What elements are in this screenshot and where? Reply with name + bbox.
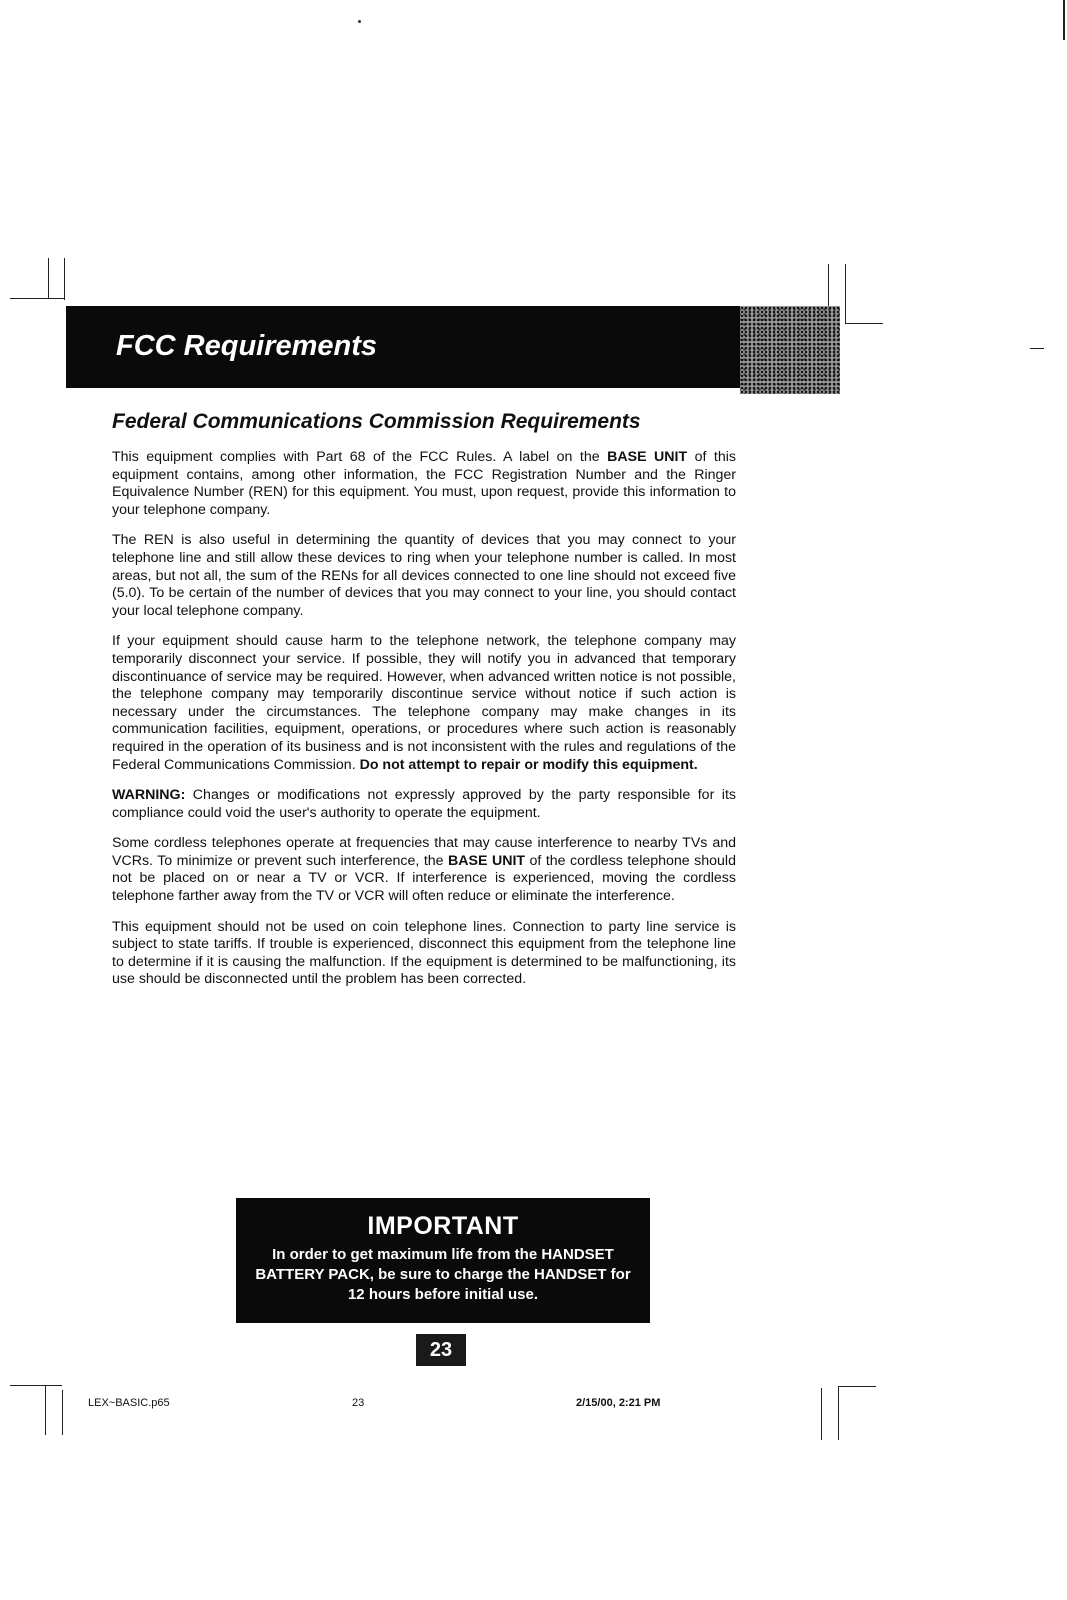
paragraph-coin-lines: This equipment should not be used on coin telephone lines. Connection to party line service is subject to state tariffs. If trouble is experienced, disconnect this equipment from the telephone line to determine if it is causing the malfunction. If the equipment is determined to be malfunctioning, its use should be disconnected until the problem has been corrected.: [112, 918, 736, 988]
section-title: Federal Communications Commission Requirements: [112, 410, 641, 433]
margin-dash: [1030, 348, 1044, 349]
crop-mark-bottom-left-v1: [45, 1385, 46, 1435]
crop-mark-top-left-h: [10, 298, 65, 299]
p3-text-a: If your equipment should cause harm to the telephone network, the telephone company may temporarily disconnect your service. If possible, they will notify you in advanced that temporary discontinuance of service may be required. However, when advanced written notice is not possible, the telephone company may temporarily discontinue service without notice if such action is necessary under the circumstances. The telephone company may make changes in its communication facilities, equipment, operations, or procedures where such action is reasonably required in the operation of its business and is not inconsistent with the rules and regulations of the Federal Communications Commission.: [112, 633, 736, 773]
p5-text-c: of the cordless telephone should not be placed on or near a TV or VCR. If interference is experienced, moving the cordless telephone farther away from the TV or VCR will often reduce or eliminate the interference.: [112, 852, 736, 905]
crop-mark-top-left-v1: [48, 258, 49, 298]
crop-mark-bottom-left-v2: [62, 1390, 63, 1435]
p1-bold: BASE UNIT: [607, 449, 688, 465]
footer-filename: LEX~BASIC.p65: [88, 1397, 170, 1409]
p5-text-a: Some cordless telephones operate at frequencies that may cause interference to nearby TVs and VCRs. To minimize or prevent such interference, the: [112, 835, 736, 869]
crop-mark-bottom-right-h: [838, 1386, 876, 1387]
scan-noise-pattern: [740, 306, 840, 394]
page-title: FCC Requirements: [116, 330, 378, 362]
important-notice-box: [236, 1198, 650, 1323]
p3-bold: Do not attempt to repair or modify this equipment.: [359, 756, 698, 773]
important-text: In order to get maximum life from the HANDSET BATTERY PACK, be sure to charge the HANDSET for 12 hours before initial use.: [255, 1246, 631, 1303]
p1-text-c: of this equipment contains, among other information, the FCC Registration Number and the Ringer Equivalence Number (REN) for this equipment. You must, upon request, provide this information to your telephone company.: [112, 449, 736, 518]
important-title: IMPORTANT: [367, 1212, 519, 1240]
crop-mark-top-left-v2: [64, 258, 65, 300]
page-number-badge: 23: [416, 1334, 466, 1366]
warning-label: WARNING:: [112, 787, 186, 804]
crop-mark-bottom-right-v2: [838, 1386, 839, 1440]
paragraph-harm: [112, 633, 736, 774]
header-bar: [66, 306, 816, 388]
right-edge-line: [1063, 0, 1065, 40]
footer-timestamp: 2/15/00, 2:21 PM: [576, 1397, 661, 1409]
paragraph-warning: [112, 787, 736, 822]
paragraph-part-68: [112, 449, 736, 519]
body-content: [112, 449, 736, 1002]
crop-mark-bottom-left-h: [10, 1385, 62, 1386]
crop-mark-top-right-h: [845, 323, 883, 324]
paragraph-ren: The REN is also useful in determining the quantity of devices that you may connect to your telephone line and still allow these devices to ring when your telephone number is called. In most areas, but not all, the sum of the RENs for all devices connected to one line should not exceed five (5.0). To be certain of the number of devices that you may connect to your line, you should contact your local telephone company.: [112, 532, 736, 619]
p1-text-a: This equipment complies with Part 68 of the FCC Rules. A label on the: [112, 449, 608, 465]
crop-mark-top-right-v2: [845, 264, 846, 324]
p5-bold: BASE UNIT: [448, 852, 526, 869]
footer-page: 23: [352, 1397, 365, 1409]
speck: [358, 20, 361, 23]
p4-text-b: Changes or modifications not expressly approved by the party responsible for its compliance could void the user's authority to operate the equipment.: [112, 787, 736, 821]
paragraph-interference: [112, 835, 736, 905]
crop-mark-bottom-right-v1: [821, 1388, 822, 1440]
